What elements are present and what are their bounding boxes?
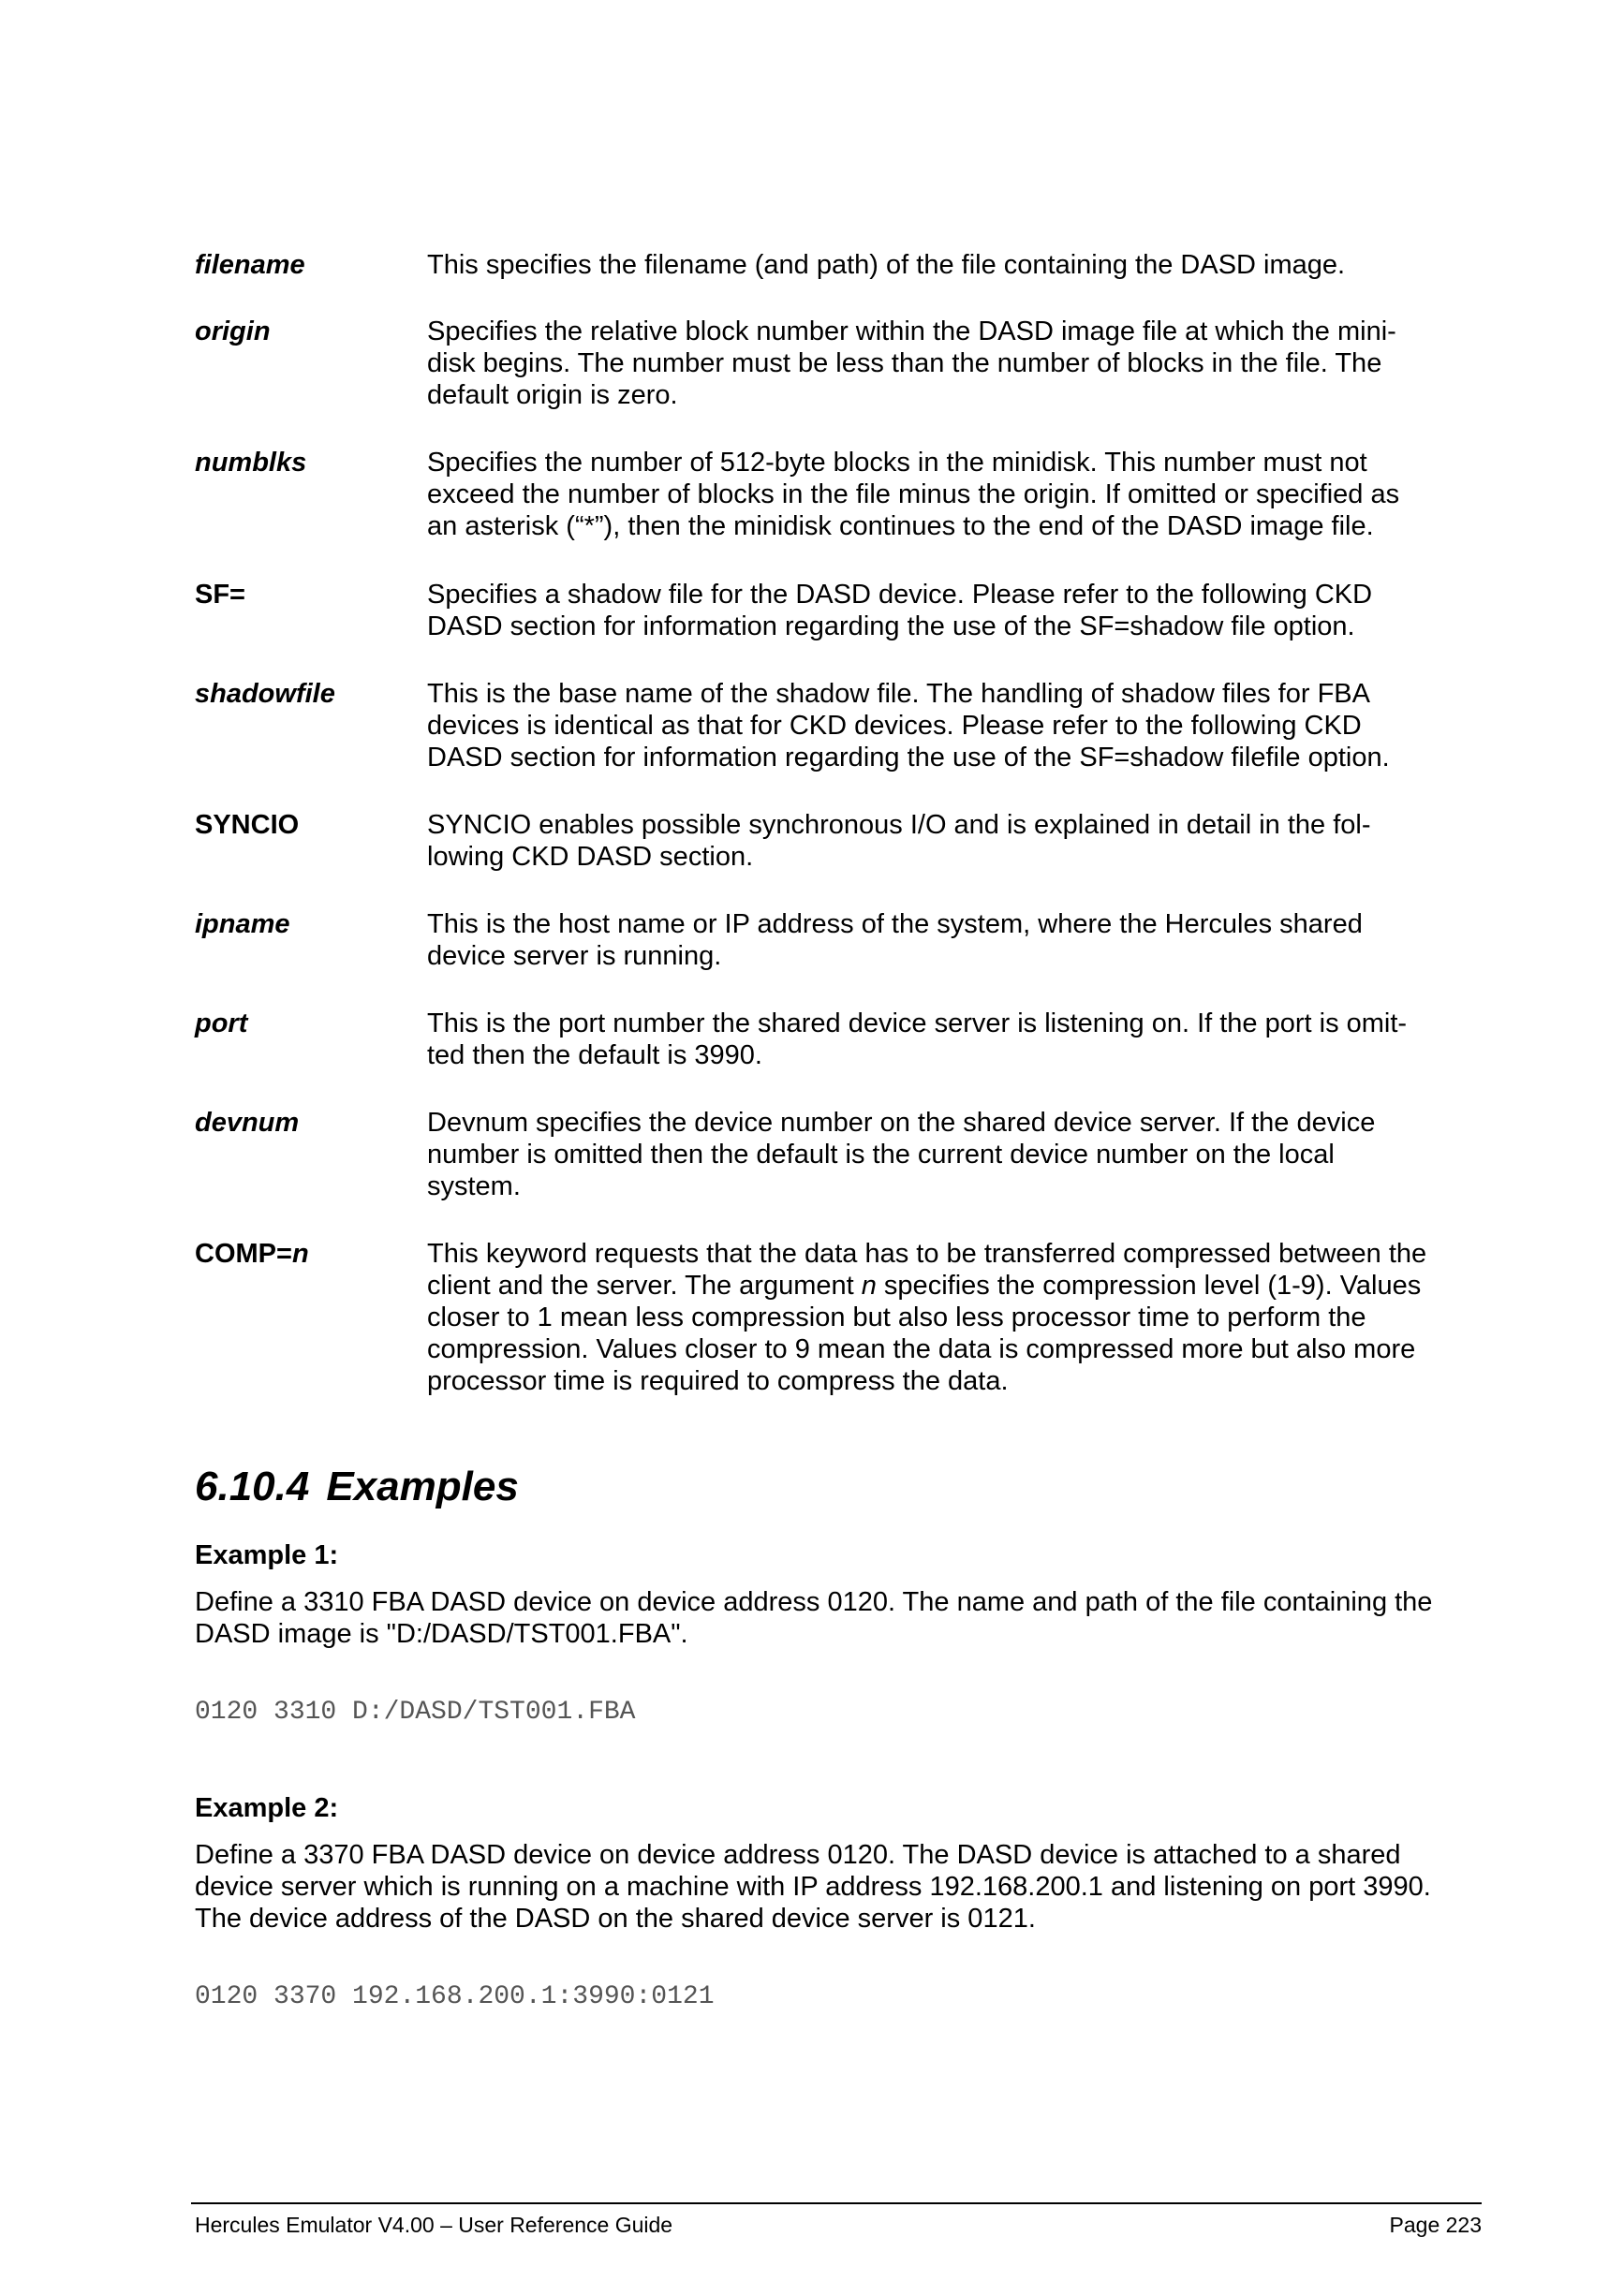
section-title: Examples xyxy=(326,1464,519,1509)
section-heading xyxy=(195,1463,519,1511)
definition-description: This is the host name or IP address of the system, where the Hercules shared device server is running. xyxy=(427,909,1363,971)
example-label: Example 2: xyxy=(195,1793,339,1823)
definition-description: SYNCIO enables possible synchronous I/O and is explained in detail in the fol- lowing CKD DASD section. xyxy=(427,810,1371,872)
definition-description: This keyword requests that the data has to be transferred compressed between the client and the server. The argument n specifies the compression level (1-9). Values closer to 1 mean less compression but also less processor time to perform the compression. Values closer to 9 mean the data is compressed more but also more processor time is required to compress the data. xyxy=(427,1239,1427,1396)
example-code: 0120 3310 D:/DASD/TST001.FBA xyxy=(195,1698,636,1727)
definition-description: This is the port number the shared device server is listening on. If the port is omit- ted then the default is 3990. xyxy=(427,1008,1408,1070)
definition-description: This specifies the filename (and path) of the file containing the DASD image. xyxy=(427,250,1346,280)
example-label: Example 1: xyxy=(195,1540,339,1570)
definition-description: Specifies a shadow file for the DASD device. Please refer to the following CKD DASD section for information regarding the use of the SF=shadow file option. xyxy=(427,580,1373,641)
section-number: 6.10.4 xyxy=(195,1464,310,1509)
definition-term: port xyxy=(195,1008,248,1038)
footer-divider xyxy=(191,2202,1482,2204)
definition-term: numblks xyxy=(195,448,307,478)
definition-term: ipname xyxy=(195,909,290,939)
example-code: 0120 3370 192.168.200.1:3990:0121 xyxy=(195,1982,715,2011)
definition-description: Specifies the number of 512-byte blocks in the minidisk. This number must not exceed the number of blocks in the file minus the origin. If omitted or specified as an asterisk (“*”), then the minidisk continues to the end of the DASD image file. xyxy=(427,448,1400,541)
definition-description: This is the base name of the shadow file. The handling of shadow files for FBA devices is identical as that for CKD devices. Please refer to the following CKD DASD section for information regarding the use of the SF=shadow filefile option. xyxy=(427,679,1390,773)
definition-term: COMP=n xyxy=(195,1239,309,1269)
footer-document-title: Hercules Emulator V4.00 – User Reference Guide xyxy=(195,2213,673,2237)
footer-page-number: Page 223 xyxy=(1389,2213,1482,2237)
definition-term: SYNCIO xyxy=(195,810,300,840)
example-description: Define a 3370 FBA DASD device on device address 0120. The DASD device is attached to a shared device server which is running on a machine with IP address 192.168.200.1 and listening on port 3990. The device address of the DASD on the shared device server is 0121. xyxy=(195,1840,1431,1934)
definition-term: shadowfile xyxy=(195,679,335,709)
definition-term: SF= xyxy=(195,580,245,610)
definition-term: filename xyxy=(195,250,305,280)
definition-description: Devnum specifies the device number on the shared device server. If the device number is omitted then the default is the current device number on the local system. xyxy=(427,1108,1376,1201)
definition-term: devnum xyxy=(195,1108,300,1138)
definition-description: Specifies the relative block number within the DASD image file at which the mini- disk begins. The number must be less than the number of blocks in the file. The default origin is zero. xyxy=(427,316,1396,410)
example-description: Define a 3310 FBA DASD device on device address 0120. The name and path of the file containing the DASD image is "D:/DASD/TST001.FBA". xyxy=(195,1587,1433,1649)
definition-term: origin xyxy=(195,316,271,346)
